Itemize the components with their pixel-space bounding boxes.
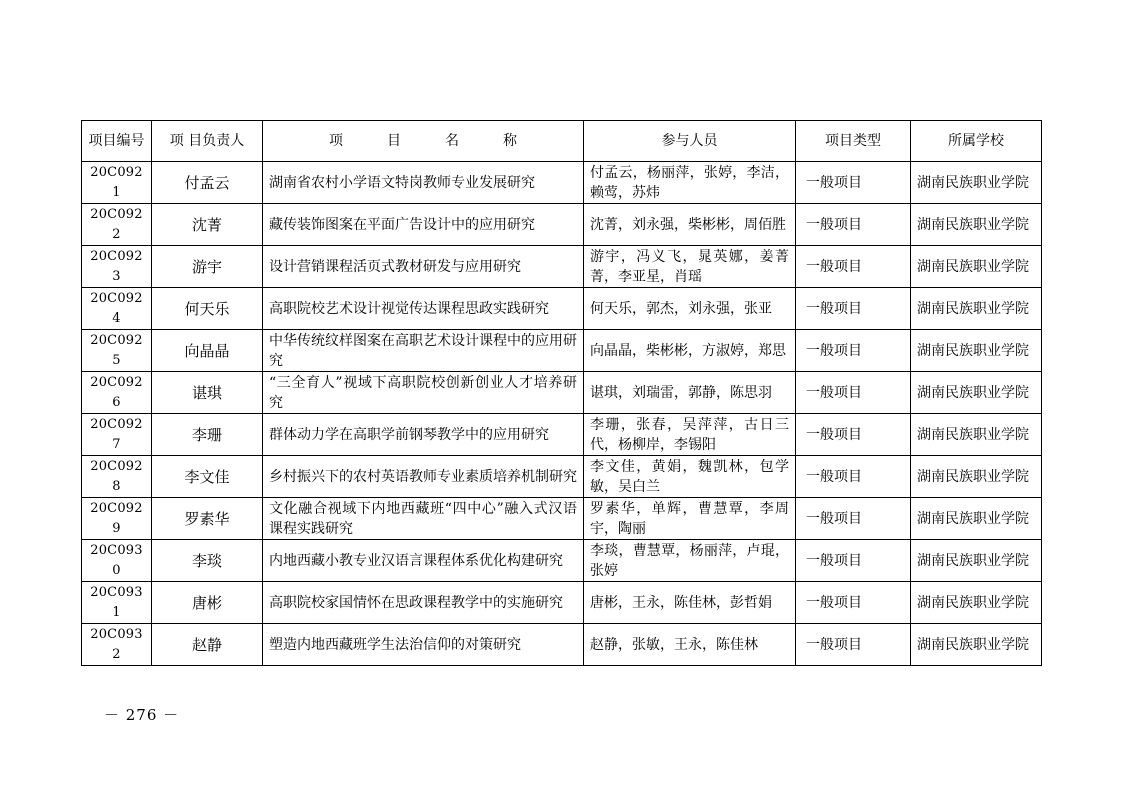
cell-project-lead: 李文佳 (152, 456, 263, 498)
cell-project-lead: 赵静 (152, 624, 263, 666)
cell-project-id: 20C0931 (82, 582, 152, 624)
cell-project-name: 中华传统纹样图案在高职艺术设计课程中的应用研究 (263, 330, 584, 372)
cell-members: 李文佳，黄娟，魏凯林，包学敏，吴白兰 (584, 456, 796, 498)
cell-school: 湖南民族职业学院 (911, 246, 1042, 288)
table-row (82, 204, 1042, 246)
cell-project-lead: 付孟云 (152, 162, 263, 204)
cell-project-lead: 李琰 (152, 540, 263, 582)
cell-school: 湖南民族职业学院 (911, 582, 1042, 624)
cell-project-type: 一般项目 (796, 372, 911, 414)
cell-project-type: 一般项目 (796, 204, 911, 246)
cell-project-type: 一般项目 (796, 414, 911, 456)
cell-school: 湖南民族职业学院 (911, 540, 1042, 582)
cell-project-name: 高职院校艺术设计视觉传达课程思政实践研究 (263, 288, 584, 330)
table-row (82, 162, 1042, 204)
header-school: 所属学校 (911, 121, 1042, 162)
cell-members: 游宇，冯义飞，晁英娜，姜菁菁，李亚星，肖瑶 (584, 246, 796, 288)
page-number: － 276 － (104, 706, 180, 724)
project-table-container (81, 120, 1042, 666)
cell-project-type: 一般项目 (796, 288, 911, 330)
table-body (82, 162, 1042, 666)
cell-project-type: 一般项目 (796, 246, 911, 288)
cell-project-id: 20C0928 (82, 456, 152, 498)
cell-school: 湖南民族职业学院 (911, 414, 1042, 456)
cell-project-name: 高职院校家国情怀在思政课程教学中的实施研究 (263, 582, 584, 624)
cell-project-lead: 向晶晶 (152, 330, 263, 372)
cell-project-id: 20C0927 (82, 414, 152, 456)
cell-project-id: 20C0924 (82, 288, 152, 330)
header-project-name-char: 称 (503, 133, 517, 149)
cell-project-lead: 沈菁 (152, 204, 263, 246)
table-row (82, 330, 1042, 372)
table-row (82, 582, 1042, 624)
cell-project-lead: 唐彬 (152, 582, 263, 624)
cell-project-id: 20C0923 (82, 246, 152, 288)
table-row (82, 456, 1042, 498)
header-project-name-char: 目 (387, 133, 401, 149)
cell-project-lead: 何天乐 (152, 288, 263, 330)
cell-school: 湖南民族职业学院 (911, 498, 1042, 540)
cell-project-id: 20C0922 (82, 204, 152, 246)
cell-members: 李琰，曹慧覃，杨丽萍，卢琨，张婷 (584, 540, 796, 582)
cell-school: 湖南民族职业学院 (911, 204, 1042, 246)
cell-project-id: 20C0921 (82, 162, 152, 204)
cell-project-name: 湖南省农村小学语文特岗教师专业发展研究 (263, 162, 584, 204)
cell-project-id: 20C0925 (82, 330, 152, 372)
cell-school: 湖南民族职业学院 (911, 288, 1042, 330)
cell-project-type: 一般项目 (796, 330, 911, 372)
cell-project-type: 一般项目 (796, 624, 911, 666)
cell-project-lead: 谌琪 (152, 372, 263, 414)
cell-members: 李珊，张春，吴萍萍，古日三代，杨柳岸，李锡阳 (584, 414, 796, 456)
cell-members: 罗素华，单辉，曹慧覃，李周宇，陶丽 (584, 498, 796, 540)
table-header-row (82, 121, 1042, 162)
cell-members: 赵静，张敏，王永，陈佳林 (584, 624, 796, 666)
header-members: 参与人员 (584, 121, 796, 162)
project-table (81, 120, 1042, 666)
cell-school: 湖南民族职业学院 (911, 372, 1042, 414)
cell-project-lead: 罗素华 (152, 498, 263, 540)
table-row (82, 624, 1042, 666)
table-row (82, 498, 1042, 540)
cell-project-type: 一般项目 (796, 498, 911, 540)
cell-members: 谌琪，刘瑞雷，郭静，陈思羽 (584, 372, 796, 414)
cell-project-lead: 李珊 (152, 414, 263, 456)
cell-project-name: 文化融合视域下内地西藏班“四中心”融入式汉语课程实践研究 (263, 498, 584, 540)
cell-school: 湖南民族职业学院 (911, 624, 1042, 666)
table-row (82, 414, 1042, 456)
cell-project-name: “三全育人”视域下高职院校创新创业人才培养研究 (263, 372, 584, 414)
header-project-type: 项目类型 (796, 121, 911, 162)
table-row (82, 540, 1042, 582)
cell-project-lead: 游宇 (152, 246, 263, 288)
cell-project-type: 一般项目 (796, 456, 911, 498)
header-project-name-char: 项 (329, 133, 343, 149)
cell-members: 付孟云，杨丽萍，张婷，李洁，赖莺，苏炜 (584, 162, 796, 204)
cell-project-type: 一般项目 (796, 162, 911, 204)
cell-school: 湖南民族职业学院 (911, 162, 1042, 204)
cell-members: 何天乐，郭杰，刘永强，张亚 (584, 288, 796, 330)
cell-members: 沈菁，刘永强，柴彬彬，周佰胜 (584, 204, 796, 246)
header-project-lead: 项 目负责人 (152, 121, 263, 162)
table-row (82, 372, 1042, 414)
cell-school: 湖南民族职业学院 (911, 456, 1042, 498)
cell-project-name: 群体动力学在高职学前钢琴教学中的应用研究 (263, 414, 584, 456)
cell-project-name: 乡村振兴下的农村英语教师专业素质培养机制研究 (263, 456, 584, 498)
table-row (82, 246, 1042, 288)
cell-members: 向晶晶，柴彬彬，方淑婷，郑思 (584, 330, 796, 372)
cell-project-id: 20C0929 (82, 498, 152, 540)
cell-project-name: 塑造内地西藏班学生法治信仰的对策研究 (263, 624, 584, 666)
cell-members: 唐彬，王永，陈佳林，彭哲娟 (584, 582, 796, 624)
cell-project-name: 设计营销课程活页式教材研发与应用研究 (263, 246, 584, 288)
table-row (82, 288, 1042, 330)
cell-project-type: 一般项目 (796, 582, 911, 624)
cell-school: 湖南民族职业学院 (911, 330, 1042, 372)
cell-project-id: 20C0930 (82, 540, 152, 582)
header-project-name-char: 名 (445, 133, 459, 149)
cell-project-name: 藏传装饰图案在平面广告设计中的应用研究 (263, 204, 584, 246)
cell-project-id: 20C0926 (82, 372, 152, 414)
header-project-id: 项目编号 (82, 121, 152, 162)
cell-project-name: 内地西藏小教专业汉语言课程体系优化构建研究 (263, 540, 584, 582)
cell-project-id: 20C0932 (82, 624, 152, 666)
cell-project-type: 一般项目 (796, 540, 911, 582)
header-project-name (263, 121, 584, 162)
